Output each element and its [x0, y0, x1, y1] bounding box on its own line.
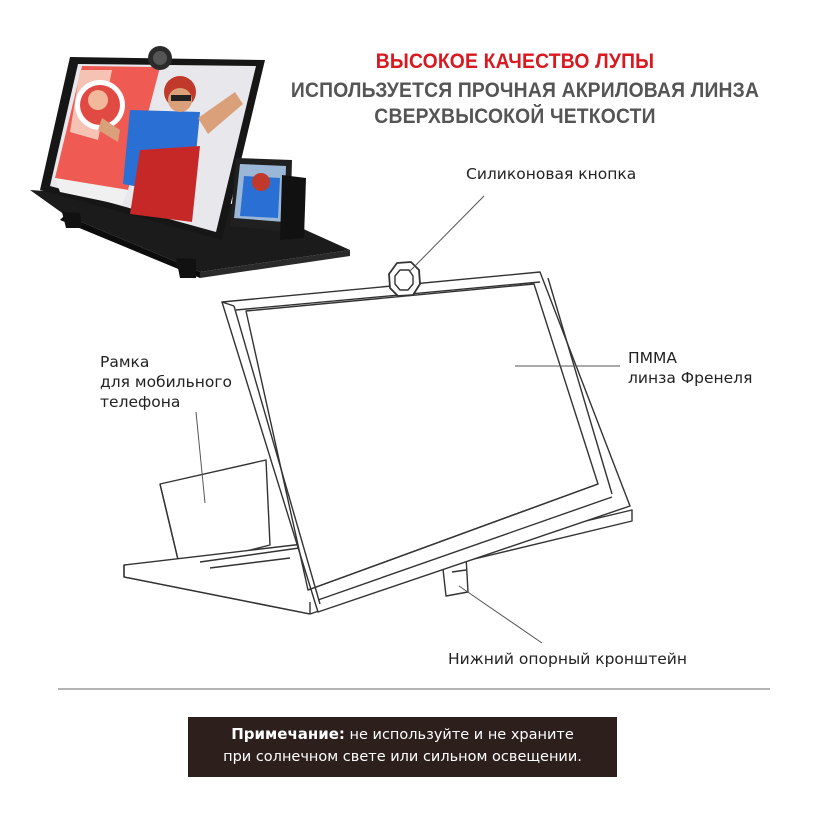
- note-text-1: не используйте и не храните: [349, 727, 574, 743]
- label-phone-frame-line2: для мобильного: [100, 373, 232, 391]
- note-title: Примечание:: [231, 725, 345, 743]
- headline-red: ВЫСОКОЕ КАЧЕСТВО ЛУПЫ: [375, 50, 655, 73]
- headline-line3: СВЕРХВЫСОКОЙ ЧЕТКОСТИ: [374, 105, 656, 128]
- note-box: [188, 717, 617, 777]
- headline-line2: ИСПОЛЬЗУЕТСЯ ПРОЧНАЯ АКРИЛОВАЯ ЛИНЗА: [290, 79, 760, 102]
- label-silicone-button: Силиконовая кнопка: [466, 165, 637, 183]
- label-phone-frame-line1: Рамка: [100, 353, 150, 371]
- magnifier-line-drawing: [124, 262, 632, 614]
- label-fresnel-lens-line2: линза Френеля: [628, 369, 753, 387]
- label-phone-frame: [100, 352, 232, 412]
- label-fresnel-lens-line1: ПММА: [628, 349, 678, 367]
- note-line1: [196, 723, 609, 746]
- label-bottom-bracket: Нижний опорный кронштейн: [448, 650, 687, 668]
- note-text-2: при солнечном свете или сильном освещении.: [223, 749, 582, 765]
- label-fresnel-lens: [628, 348, 752, 388]
- label-phone-frame-line3: телефона: [100, 393, 181, 411]
